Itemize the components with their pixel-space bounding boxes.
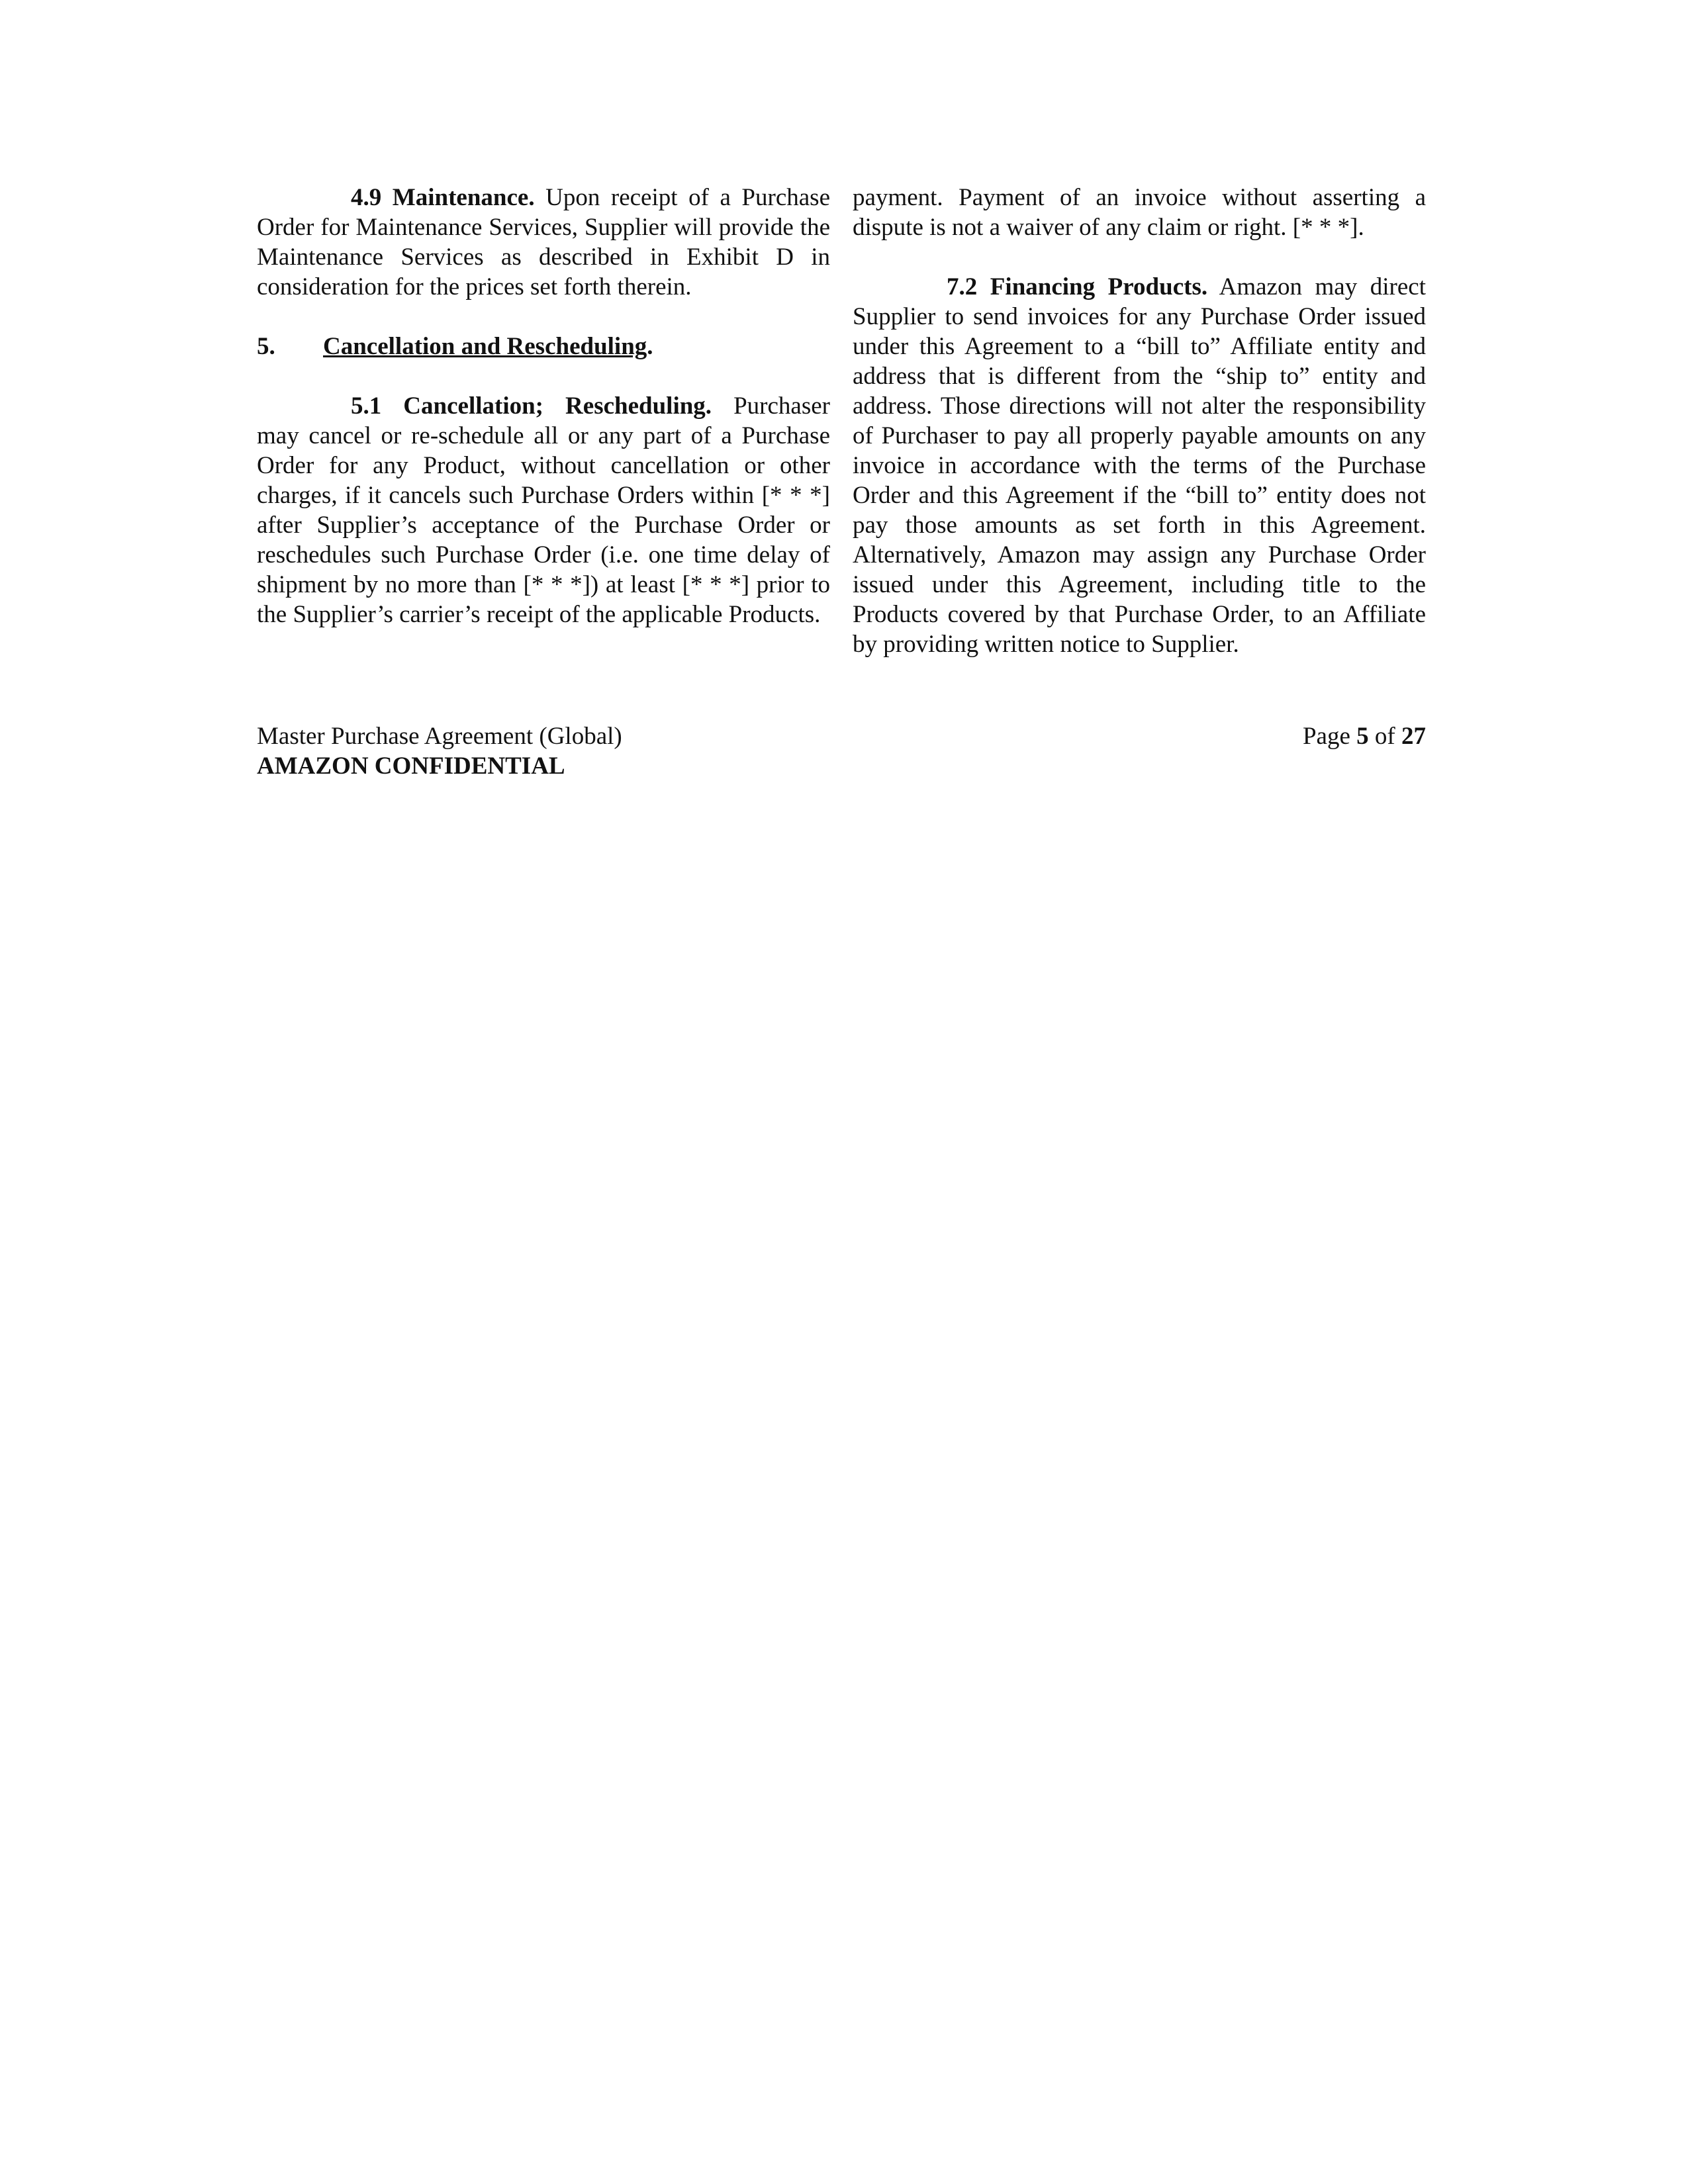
- section-5-number: 5.: [257, 333, 275, 360]
- section-5-heading: [257, 332, 830, 361]
- footer-row: [257, 721, 1426, 751]
- section-4-9: [257, 183, 830, 302]
- page-footer: [257, 721, 1426, 781]
- page-total: 27: [1401, 723, 1426, 750]
- section-5-title: Cancellation and Rescheduling: [323, 333, 647, 360]
- footer-doc-title: Master Purchase Agreement (Global): [257, 723, 622, 750]
- section-7-2: [853, 272, 1426, 659]
- section-7-2-body: Amazon may direct Supplier to send invoices for any Purchase Order issued under this Agreement to a “bill to” Affiliate entity and address that is different from the “ship to” entity and address. Those directions will not alter the responsibility of Purchaser to pay all properly payable amounts on any invoice in accordance with the terms of the Purchase Order and this Agreement if the “bill to” entity does not pay those amounts as set forth in this Agreement. Alternatively, Amazon may assign any Purchase Order issued under this Agreement, including title to the Products covered by that Purchase Order, to an Affiliate by providing written notice to Supplier.: [853, 273, 1427, 658]
- document-body: [257, 183, 1426, 659]
- right-column: [853, 183, 1426, 659]
- page-current: 5: [1356, 723, 1369, 750]
- page-of: of: [1368, 723, 1401, 750]
- section-4-9-title: 4.9 Maintenance.: [351, 184, 535, 211]
- footer-confidential: AMAZON CONFIDENTIAL: [257, 752, 565, 780]
- page-number: [1303, 721, 1426, 751]
- section-5-1-body: Purchaser may cancel or re-schedule all or any part of a Purchase Order for any Product, without cancellation or other charges, if it cancels such Purchase Orders within [* * *] after Supplier’s acceptance of the Purchase Order or reschedules such Purchase Order (i.e. one time delay of shipment by no more than [* * *]) at least [* * *] prior to the Supplier’s carrier’s receipt of the applicable Products.: [257, 392, 830, 628]
- left-column: [257, 183, 830, 659]
- section-5-punct: .: [647, 333, 653, 360]
- section-7-2-title: 7.2 Financing Products.: [947, 273, 1208, 300]
- page-prefix: Page: [1302, 723, 1357, 750]
- section-5-1: [257, 391, 830, 629]
- section-4-9-body: Upon receipt of a Purchase Order for Maintenance Services, Supplier will provide the Maintenance Services as described in Exhibit D in consideration for the prices set forth therein.: [257, 184, 830, 300]
- section-5-1-title: 5.1 Cancellation; Rescheduling.: [351, 392, 712, 420]
- section-7-1-continuation: payment. Payment of an invoice without asserting a dispute is not a waiver of any claim or right. [* * *].: [853, 184, 1426, 241]
